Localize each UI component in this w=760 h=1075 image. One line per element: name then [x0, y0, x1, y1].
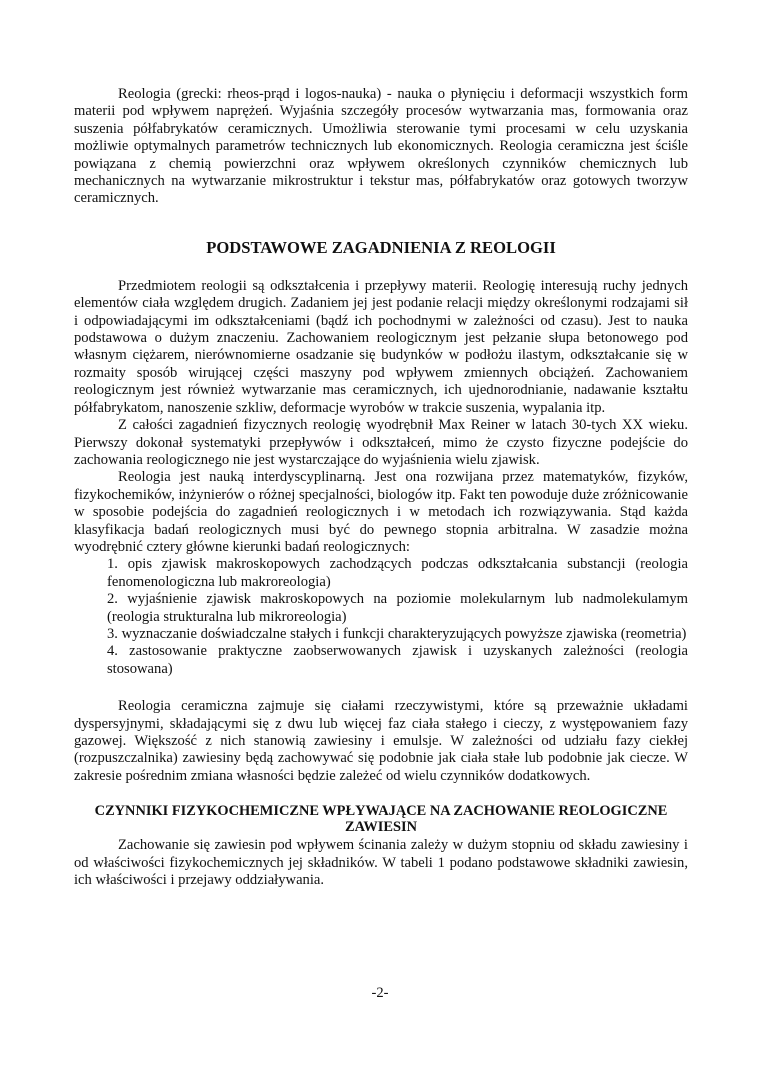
research-directions-list	[74, 556, 688, 678]
list-item: 1. opis zjawisk makroskopowych zachodzących podczas odkształcania substancji (reologia fenomenologiczna lub makroreologia)	[107, 556, 688, 590]
paragraph-rheology-subject: Przedmiotem reologii są odkształcenia i przepływy materii. Reologię interesują ruchy jednych elementów ciała względem drugich. Zadaniem jej jest podanie relacji między określonymi rodzajami sił i odpowiadającymi im odkształceniami (bądź ich pochodnymi w zależności od czasu). Jest to nauka podstawowa o dużym znaczeniu. Zachowaniem reologicznym jest pełzanie słupa betonowego pod własnym ciężarem, nierównomierne osadzanie się budynków w podłożu ilastym, odkształcanie się w rozmaity sposób wirującej części maszyny pod wpływem zmiennych obciążeń. Zachowaniem reologicznym jest również wytwarzanie mas ceramicznych, ich ujednorodnianie, nadawanie kształtu półfabrykatom, nanoszenie szkliw, deformacje wyrobów w trakcie suszenia, wypalania itp.	[74, 277, 688, 416]
paragraph-max-reiner: Z całości zagadnień fizycznych reologię wyodrębnił Max Reiner w latach 30-tych XX wieku. Pierwszy dokonał systematyki przepływów i odkształceń, mimo że czysto fizyczne podejście do zachowania reologicznego nie jest wystarczające do wyjaśnienia wielu zjawisk.	[74, 417, 688, 468]
intro-paragraph: Reologia (grecki: rheos-prąd i logos-nauka) - nauka o płynięciu i deformacji wszystkich form materii pod wpływem naprężeń. Wyjaśnia szczegóły procesów wytwarzania mas, formowania oraz suszenia półfabrykatów ceramicznych. Umożliwia sterowanie tymi procesami w celu uzyskania możliwie optymalnych parametrów technicznych lub ekonomicznych. Reologia ceramiczna jest ściśle powiązana z chemią powierzchni oraz wpływem określonych czynników chemicznych lub mechanicznych na wytwarzanie mikrostruktur i tekstur mas, półfabrykatów oraz gotowych tworzyw ceramicznych.	[74, 86, 688, 207]
page-number: -2-	[371, 985, 389, 1001]
paragraph-suspensions: Zachowanie się zawiesin pod wpływem ścinania zależy w dużym stopniu od składu zawiesiny i od właściwości fizykochemicznych jej składników. W tabeli 1 podano podstawowe składniki zawiesin, ich właściwości i przejawy oddziaływania.	[74, 837, 688, 889]
list-item: 3. wyznaczanie doświadczalne stałych i funkcji charakteryzujących powyższe zjawiska (reometria)	[107, 625, 687, 642]
paragraph-interdisciplinary: Reologia jest nauką interdyscyplinarną. Jest ona rozwijana przez matematyków, fizyków, fizykochemików, inżynierów o różnej specjalności, biologów itp. Fakt ten powoduje duże zróżnicowanie w sposobie podejścia do zagadnień reologicznych i w metodach ich rozwiązywania. Stąd każda klasyfikacja badań reologicznych musi być do pewnego stopnia arbitralna. W zasadzie można wyodrębnić cztery główne kierunki badań reologicznych:	[74, 469, 688, 555]
list-item: 4. zastosowanie praktyczne zaobserwowanych zjawisk i uzyskanych zależności (reologia stosowana)	[107, 643, 688, 677]
spacer	[74, 678, 688, 698]
list-item: 2. wyjaśnienie zjawisk makroskopowych na poziomie molekularnym lub nadmolekulamym (reologia strukturalna lub mikroreologia)	[107, 591, 688, 625]
section-heading-physicochemical-factors: CZYNNIKI FIZYKOCHEMICZNE WPŁYWAJĄCE NA ZACHOWANIE REOLOGICZNE ZAWIESIN	[94, 803, 668, 836]
section-heading-basics: PODSTAWOWE ZAGADNIENIA Z REOLOGII	[206, 237, 556, 257]
paragraph-ceramic-rheology: Reologia ceramiczna zajmuje się ciałami rzeczywistymi, które są przeważnie układami dyspersyjnymi, składającymi się z dwu lub więcej faz ciała stałego i cieczy, z występowaniem fazy gazowej. Większość z nich stanowią zawiesiny i emulsje. W zależności od udziału fazy ciekłej (rozpuszczalnika) zawiesiny będą zachowywać się podobnie jak ciała stałe lub podobnie jak ciecze. W zakresie pośrednim zmiana własności będzie zależeć od wielu czynników dodatkowych.	[74, 698, 688, 784]
spacer	[74, 785, 688, 803]
